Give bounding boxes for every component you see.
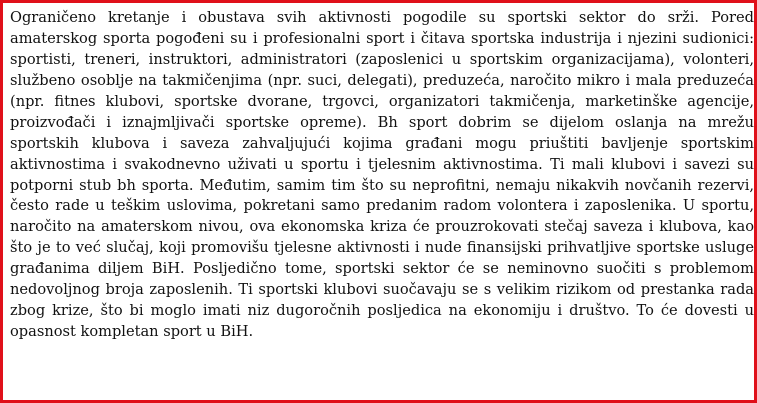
text-line: sportskih klubova i saveza zahvaljujući kojima građani mogu priuštiti bavljenje sportskim [10,134,754,152]
text-line: službeno osoblje na takmičenjima (npr. suci, delegati), preduzeća, naročito mikro i mala preduzeća [10,71,754,89]
text-line: proizvođači i iznajmljivači sportske opreme). Bh sport dobrim se dijelom oslanja na mrežu [10,113,754,131]
text-line: opasnost kompletan sport u BiH. [10,323,254,341]
text-line: potporni stub bh sporta. Međutim, samim tim što su neprofitni, nemaju nikakvih novčanih rezervi, [10,176,754,194]
text-line: nedovoljnog broja zaposlenih. Ti sportski klubovi suočavaju se s velikim rizikom od prestanka rada [10,281,754,299]
text-line: Ograničeno kretanje i obustava svih aktivnosti pogodile su sportski sektor do srži. Pored [10,9,754,26]
text-line: aktivnostima i svakodnevno uživati u sportu i tjelesnim aktivnostima. Ti mali klubovi i savezi su [10,155,754,173]
text-line: naročito na amaterskom nivou, ova ekonomska kriza će prouzrokovati stečaj saveza i klubova, kao [10,218,754,236]
document-paragraph [10,8,754,343]
text-line: (npr. fitnes klubovi, sportske dvorane, trgovci, organizatori takmičenja, marketinške agencije, [10,92,754,110]
text-line: zbog krize, što bi moglo imati niz dugoročnih posljedica na ekonomiju i društvo. To će dovesti u [10,302,754,320]
text-line: građanima diljem BiH. Posljedično tome, sportski sektor će se neminovno suočiti s problemom [10,260,754,278]
text-line: što je to već slučaj, koji promovišu tjelesne aktivnosti i nude finansijski prihvatljive sportske usluge [10,239,754,257]
text-line: amaterskog sporta pogođeni su i profesionalni sport i čitava sportska industrija i njezini sudionici: [10,29,754,47]
text-line: sportisti, treneri, instruktori, administratori (zaposlenici u sportskim organizacijama), volonteri, [10,50,754,68]
text-line: često rade u teškim uslovima, pokretani samo predanim radom volontera i zaposlenika. U sportu, [10,197,754,215]
